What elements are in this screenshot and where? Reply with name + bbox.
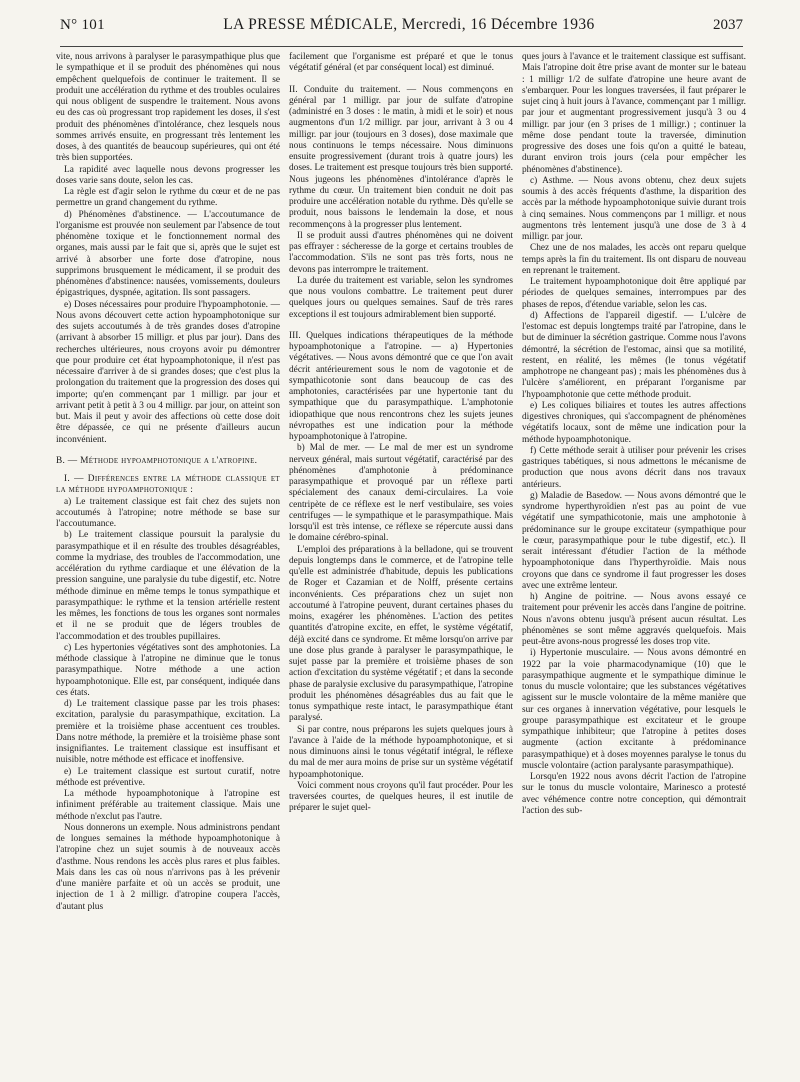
paragraph: Si par contre, nous préparons les sujets quelques jours à l'avance à l'aide de la méthode hypoamphotonique, et si nous diminuons ainsi le tonus végétatif intégral, le réflexe du mal de mer aura moins de prise sur un système végétatif hypoamphotonique. [289, 724, 513, 780]
paragraph: i) Hypertonie musculaire. — Nous avons démontré en 1922 par la voie pharmacodynamique (10) que le parasympathique augmente et le sympathique diminue le tonus du muscle volontaire; que les substances végétatives agissent sur le muscle volontaire de la même manière que sur ces organes à innervation végétative, pour lesquels le groupe parasympathique est excitateur et le groupe sympathique inhibiteur; que l'atropine à petites doses augmente (action excitante à prédominance parasympathique) et à doses moyennes paralyse le tonus du muscle volontaire (action paralysante parasympathique). [522, 648, 746, 771]
paragraph: a) Le traitement classique est fait chez des sujets non accoutumés à l'atropine; notre méthode se base sur l'accoutumance. [56, 496, 280, 529]
section-paragraph: II. Conduite du traitement. — Nous commençons en général par 1 milligr. par jour de sulfate d'atropine (administré en 3 doses : le matin, à midi et le soir) et nous augmentons d'un 1/2 milligr. par jour, arrivant à 3 ou 4 milligr. par jour (toujours en 3 doses), dose maximale que nous continuons le temps nécessaire. Nous diminuons ensuite progressivement (durant trois à quatre jours) les doses. Le traitement est presque toujours très bien supporté. Nous jugeons les phénomènes d'intolérance d'après le rythme du cœur. Un traitement bien conduit ne doit pas produire une accélération notable du rythme. Dès qu'elle se produit, nous baissons le lendemain la dose, et nous recommençons à la progresser plus lentement. [289, 84, 513, 230]
paragraph: L'emploi des préparations à la belladone, qui se trouvent depuis longtemps dans le commerce, et de l'atropine telle qu'elle est administrée d'habitude, depuis les publications de Roger et Cazamian et de Nolff, présente certains inconvénients. Ces préparations chez un sujet non accoutumé à l'atropine peuvent, durant certaines phases du moins, exagérer les phénomènes. L'action des petites quantités d'atropine excite, en effet, le système végétatif, déjà excité dans ce syndrome. Et même lorsqu'on arrive par une dose plus grande à paralyser le parasympathique, le sujet passe par la première et troisième phases de son action d'excitation du système végétatif ; et dans la seconde phase de paralysie exclusive du parasympathique, l'atropine produit les phénomènes désagréables dus au fait que le tonus sympathique reste intact, le parasympathique étant paralysé. [289, 544, 513, 724]
paragraph: Il se produit aussi d'autres phénomènes qui ne doivent pas effrayer : sécheresse de la gorge et certains troubles de l'accommodation. S'ils ne sont pas très forts, nous ne devons pas interrompre le traitement. [289, 230, 513, 275]
paragraph: b) Le traitement classique poursuit la paralysie du parasympathique et il en résulte des troubles désagréables, comme la mydriase, des troubles de l'accommodation, une accélération du rythme cardiaque et une élévation de la pression sanguine, une paralysie du tube digestif, etc. Notre méthode diminue en même temps le tonus sympathique et parasympathique: le rythme et la tension artérielle restent les mêmes, les fonctions de tous les organes sont normales et il ne se produit que de légers troubles de l'accommodation et des troubles pupillaires. [56, 530, 280, 642]
paragraph: h) Angine de poitrine. — Nous avons essayé ce traitement pour prévenir les accès dans l'angine de poitrine. Nous n'avons obtenu jusqu'à présent aucun résultat. Les phénomènes se sont même aggravés quelquefois. Mais peut-être avons-nous progressé les doses trop vite. [522, 592, 746, 647]
paragraph: La règle est d'agir selon le rythme du cœur et de ne pas permettre un grand changement du rythme. [56, 187, 280, 209]
column-2 [289, 52, 513, 1072]
article-columns [56, 52, 746, 1072]
column-1 [56, 52, 280, 1072]
paragraph: Voici comment nous croyons qu'il faut procéder. Pour les traversées courtes, de quelques heures, il est inutile de préparer le sujet quel- [289, 780, 513, 814]
paragraph: vite, nous arrivons à paralyser le parasympathique plus que le sympathique et il se produit des phénomènes qui nous empêchent quelquefois de continuer le traitement. Il se produit une accélération du rythme et des troubles oculaires qui nous obligent de suspendre le traitement. Nous avons eu des cas où progressant trop rapidement les doses, il s'est produit des phénomènes d'intolérance, chez lesquels nous sommes arrivés ensuite, en progressant très lentement les doses, à des quantités de beaucoup supérieures, qui ont été très bien supportées. [56, 52, 280, 164]
paragraph: Chez une de nos malades, les accès ont reparu quelque temps après la fin du traitement. Ils ont disparu de nouveau en reprenant le traitement. [522, 243, 746, 276]
section-heading: B. — Méthode hypoamphotonique a l'atropine. [56, 455, 258, 466]
journal-name: LA PRESSE MÉDICALE, [223, 16, 398, 33]
section-paragraph: III. Quelques indications thérapeutiques de la méthode hypoamphotonique a l'atropine. — a) Hypertonies végétatives. — Nous avons démontré que ce que l'on avait décrit antérieurement sous le nom de vagotonie et de sympathicotonie sont dans beaucoup de cas des amphotonies, caractérisées par une hypertonie tant du sympathique que du parasympathique. L'amphotonie idiopathique que nous rencontrons chez les sujets jeunes névropathes est une indication pour la méthode hypoamphotonique à l'atropine. [289, 330, 513, 442]
paragraph: La durée du traitement est variable, selon les syndromes que nous voulons combattre. Le traitement peut durer quelques jours ou quelques semaines. Sauf de très rares exceptions il est toujours admirablement bien supporté. [289, 275, 513, 320]
paragraph: d) Affections de l'appareil digestif. — L'ulcère de l'estomac est depuis longtemps traité par l'atropine, dans le but de diminuer la sécrétion gastrique. Comme nous l'avons démontré, la sécrétion de l'estomac, ainsi que sa motilité, restent, en réalité, les mêmes (le tonus végétatif amphotrope ne changeant pas) ; mais les phénomènes dus à l'ulcère s'améliorent, en préparant l'organisme par l'hypoamphotonie que cette méthode produit. [522, 310, 746, 400]
page-number: 2037 [713, 17, 743, 33]
paragraph: c) Asthme. — Nous avons obtenu, chez deux sujets soumis à des accès fréquents d'asthme, la disparition des accès par la méthode hypoamphotonique suivie durant trois à cinq semaines. Nous commençons par 1 milligr. et nous augmentons très lentement jusqu'à une dose de 3 à 4 milligr. par jour. [522, 175, 746, 242]
paragraph: Le traitement hypoamphotonique doit être appliqué par périodes de quelques semaines, interrompues par des phases de repos, d'étendue variable, selon les cas. [522, 277, 746, 310]
paragraph: ques jours à l'avance et le traitement classique est suffisant. Mais l'atropine doit être prise avant de monter sur le bateau : 1 milligr 1/2 de sulfate d'atropine une heure avant de s'embarquer. Pour les longues traversées, il faut préparer le sujet cinq à huit jours à l'avance, commençant par 1 milligr. par jour et augmentant progressivement jusqu'à 3 ou 4 milligr. par jour (en 3 prises de 1 milligr.) ; continuer la même dose pendant toute la traversée, diminution progressive des doses une fois qu'on a quitté le bateau, durant environ trois jours (cela pour empêcher les phénomènes d'abstinence). [522, 52, 746, 175]
paragraph: facilement que l'organisme est préparé et que le tonus végétatif général (et par conséquent local) est diminué. [289, 52, 513, 74]
paragraph: g) Maladie de Basedow. — Nous avons démontré que le syndrome hyperthyroïdien n'est pas au point de vue végétatif une sympathicotonie, mais une amphotonie à prédominance sur le groupe excitateur (sympathique pour le cœur, parasympathique pour le tube digestif, etc.). Il serait intéressant d'étudier l'action de la méthode hypoamphotonique dans l'hyperthyroïdie. Mais nous croyons que dans ce syndrome il faut progresser les doses avec une extrême lenteur. [522, 490, 746, 591]
paragraph: Lorsqu'en 1922 nous avons décrit l'action de l'atropine sur le tonus du muscle volontaire, Marinesco a protesté avec véhémence contre notre conception, qui démontrait l'action des sub- [522, 772, 746, 816]
paragraph: e) Le traitement classique est surtout curatif, notre méthode est préventive. [56, 766, 280, 788]
column-3 [522, 52, 746, 1072]
paragraph: La méthode hypoamphotonique à l'atropine est infiniment préférable au traitement classique. Mais une méthode n'exclut pas l'autre. [56, 789, 280, 822]
journal-title [223, 16, 594, 34]
paragraph: e) Les coliques biliaires et toutes les autres affections digestives chroniques, qui s'accompagnent de phénomènes végétatifs locaux, sont de même une indication pour la méthode hypoamphotonique. [522, 400, 746, 445]
paragraph: e) Doses nécessaires pour produire l'hypoamphotonie. — Nous avons découvert cette action hypoamphotonique sur des sujets accoutumés à de très grandes doses d'atropine (arrivant à absorber 15 milligr. et plus par jour). Dans des recherches ultérieures, nous croyons avoir pu démontrer que pour produire cet état hypoamphotonique, il n'est pas nécessaire d'arriver à de si grandes doses; que c'est plus la prolongation du traitement que la progression des doses qui importe; qu'en commençant par 1 milligr. par jour et arrivant petit à petit à 3 ou 4 milligr. par jour, on atteint son but. Mais il peut y avoir des affections où cette dose doit être dépassée, ce qui ne présente d'ailleurs aucun inconvénient. [56, 299, 280, 445]
page-header [60, 16, 743, 47]
issue-date: Mercredi, 16 Décembre 1936 [401, 16, 595, 33]
paragraph: La rapidité avec laquelle nous devons progresser les doses varie sans doute, selon les cas. [56, 164, 280, 186]
paragraph: d) Le traitement classique passe par les trois phases: excitation, paralysie du parasympathique, excitation. La première et la troisième phase accentuent ces troubles. Dans notre méthode, la première et la troisième phase sont insignifiantes. Le traitement classique est insuffisant et nuisible, notre méthode est efficace et inoffensive. [56, 699, 280, 766]
subsection-heading: I. — Différences entre la méthode classique et la méthode hypoamphotonique : [56, 474, 280, 496]
paragraph: c) Les hypertonies végétatives sont des amphotonies. La méthode classique à l'atropine ne diminue que le tonus parasympathique. Notre méthode a une action hypoamphotonique. Elle est, par conséquent, indiquée dans ces états. [56, 642, 280, 698]
paragraph: f) Cette méthode serait à utiliser pour prévenir les crises gastriques tabétiques, si nous admettons le mécanisme de production que nous avons décrit dans nos travaux antérieurs. [522, 445, 746, 490]
issue-number: N° 101 [60, 17, 105, 33]
paragraph: Nous donnerons un exemple. Nous administrons pendant de longues semaines la méthode hypoamphotonique à l'atropine chez un sujet soumis à de nouveaux accès d'asthme. Nous rendons les accès plus rares et plus faibles. Mais dans les cas où nous n'arrivons pas à les prévenir d'une manière parfaite et où un accès se produit, une injection de 1 à 2 milligr. d'atropine coupera l'accès, d'autant plus [56, 822, 280, 912]
paragraph: d) Phénomènes d'abstinence. — L'accoutumance de l'organisme est prouvée non seulement par l'absence de tout phénomène toxique et le fonctionnement normal des organes, mais aussi par le fait que si, après que le sujet est arrivé à absorber une forte dose d'atropine, nous supprimons brusquement le médicament, il se produit des phénomènes d'abstinence: nausées, vomissements, douleurs épigastriques, dyspnée, agitation. Ils sont passagers. [56, 209, 280, 299]
paragraph: b) Mal de mer. — Le mal de mer est un syndrome nerveux général, mais surtout végétatif, caractérisé par des phénomènes d'amphotonie à prédominance parasympathique et provoqué par un réflexe parti spécialement des canaux demi-circulaires. La voie centripète de ce réflexe est le nerf vestibulaire, ses voies centrifuges — le sympathique et le parasympathique. Mais lorsqu'il est très intense, ce réflexe se répercute aussi dans le domaine cérébro-spinal. [289, 443, 513, 544]
